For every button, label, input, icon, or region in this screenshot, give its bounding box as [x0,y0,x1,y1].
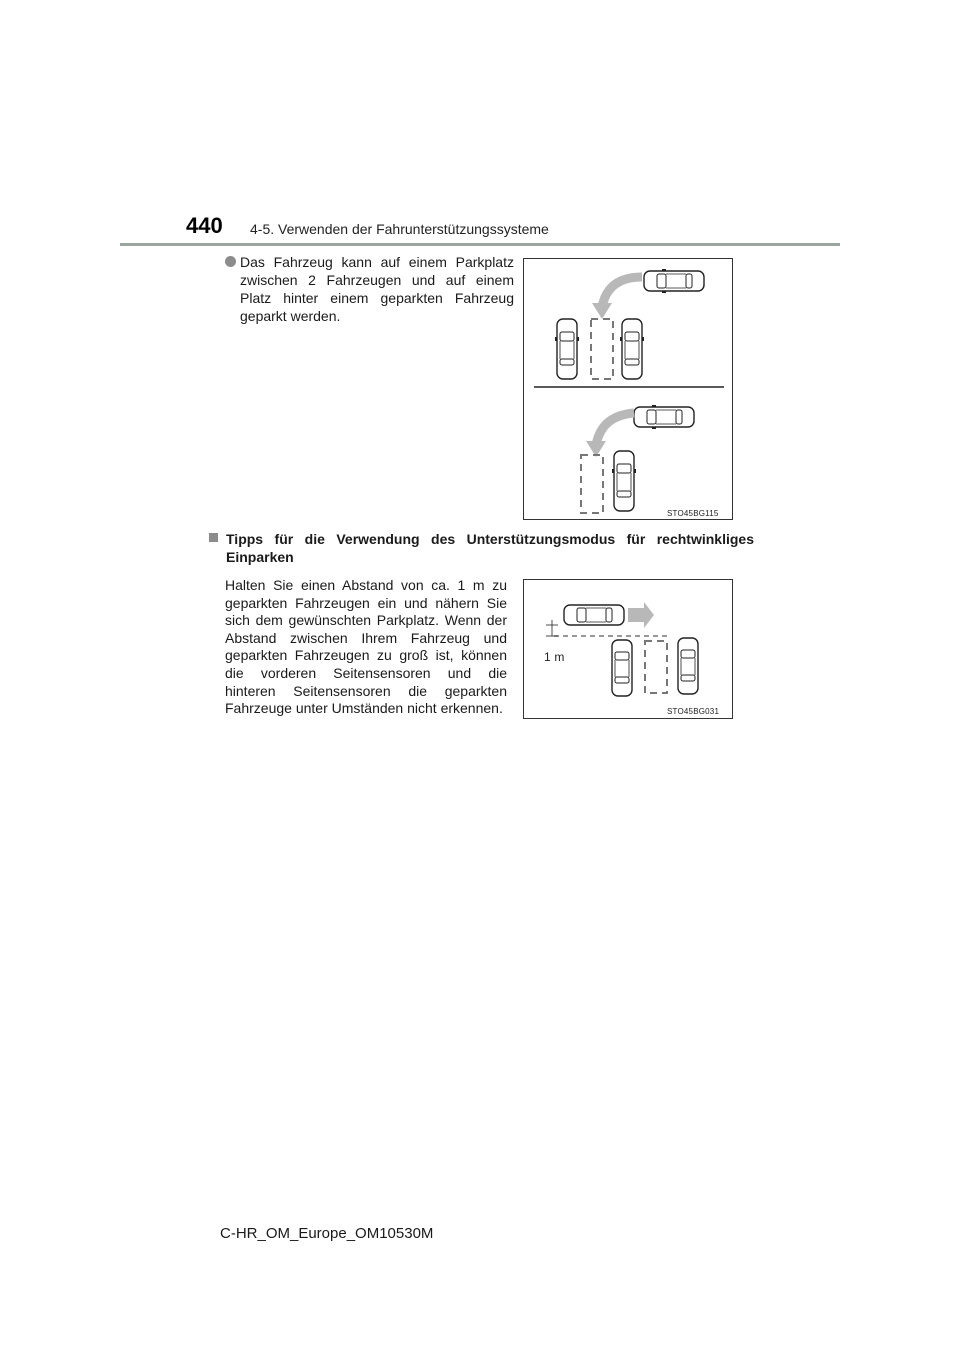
parking-scenarios-drawing [524,259,732,519]
figure-code: STO45BG031 [667,707,720,716]
moving-car [634,405,694,429]
moving-car [564,605,624,625]
distance-illustration [523,579,733,719]
section-title: 4-5. Verwenden der Fahrunterstützungssysteme [250,221,549,237]
direction-arrow [628,602,654,628]
parked-car-right [678,638,698,694]
page-number: 440 [186,213,223,238]
parking-illustration-top [523,258,733,520]
body-paragraph: Halten Sie einen Abstand von ca. 1 m zu geparkten Fahrzeugen ein und nähern Sie sich dem gewünschten Parkplatz. Wenn der Abstand zwischen Ihrem Fahrzeug und geparkten Fahrzeugen zu groß ist, können die vorderen Seitensensoren und die hinteren Seitensensoren die geparkten Fahrzeuge unter Umständen nicht erkennen. [225,577,507,717]
header-rule [120,243,840,246]
footer-doc-id: C-HR_OM_Europe_OM10530M [220,1225,434,1242]
distance-label: 1 m [544,650,565,664]
distance-drawing [524,580,732,718]
bullet-text: Das Fahrzeug kann auf einem Parkplatz zwischen 2 Fahrzeugen und auf einem Platz hinter einem geparkten Fahrzeug geparkt werden. [240,254,514,324]
subheading-text: Tipps für die Verwendung des Unterstützungsmodus für rechtwinkliges Einparken [226,531,754,565]
parked-car-right [620,319,644,379]
turn-arrow [596,413,634,445]
target-parking-slot [591,319,613,379]
square-bullet-icon [209,533,218,542]
parked-car-left [612,640,632,696]
parked-car [612,451,636,511]
turn-arrow [602,277,642,307]
moving-car [644,269,704,293]
parked-car-left [555,319,579,379]
bullet-dot-icon [225,256,236,267]
turn-arrow-head [592,303,612,319]
target-parking-slot [645,641,667,693]
figure-code: STO45BG115 [667,509,719,518]
target-parking-slot [581,455,603,513]
